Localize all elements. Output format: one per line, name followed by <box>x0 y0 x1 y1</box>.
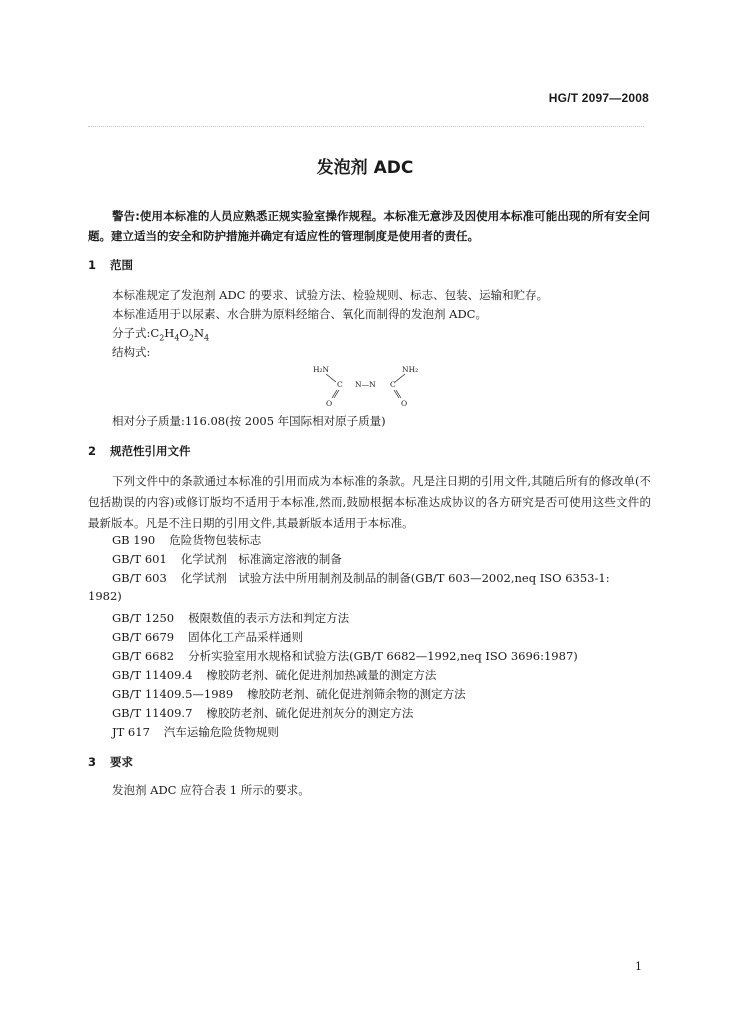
reference-code: JT 617 <box>112 725 150 739</box>
reference-title: 极限数值的表示方法和判定方法 <box>188 611 350 625</box>
section-number: 1 <box>88 258 97 272</box>
reference-item <box>112 648 578 664</box>
header-divider <box>88 126 644 127</box>
reference-title: 汽车运输危险货物规则 <box>163 725 279 739</box>
reference-code: GB/T 11409.7 <box>112 706 193 720</box>
structure-label: 结构式: <box>112 345 151 359</box>
reference-item <box>112 570 610 586</box>
section-3-heading <box>88 754 133 770</box>
reference-title: 化学试剂 标准滴定溶液的制备 <box>180 552 342 566</box>
reference-title: 固体化工产品采样通则 <box>188 630 304 644</box>
reference-item <box>112 532 261 548</box>
molar-mass: 相对分子质量:116.08(按 2005 年国际相对原子质量) <box>112 414 386 428</box>
section-1-heading <box>88 257 133 273</box>
reference-code: GB/T 6682 <box>112 649 175 663</box>
structure-h2n: H₂N <box>313 365 330 374</box>
reference-title: 危险货物包装标志 <box>169 533 262 547</box>
structure-c-right: C <box>390 380 396 389</box>
page-number: 1 <box>635 960 642 973</box>
reference-item <box>112 667 436 683</box>
section-title: 规范性引用文件 <box>110 444 191 458</box>
reference-code: GB/T 11409.4 <box>112 668 193 682</box>
section-number: 2 <box>88 444 97 458</box>
formula-element: C <box>150 326 160 340</box>
document-title: 发泡剂 ADC <box>316 158 414 178</box>
reference-code: GB/T 603 <box>112 571 167 585</box>
bond-line <box>395 374 405 382</box>
section-title: 范围 <box>110 258 133 272</box>
structure-azo: N—N <box>355 380 376 389</box>
formula-subscript: 2 <box>159 333 165 343</box>
reference-title: 橡胶防老剂、硫化促进剂灰分的测定方法 <box>206 706 414 720</box>
structural-formula <box>313 360 423 408</box>
formula-element: N <box>193 326 204 340</box>
section-number: 3 <box>88 755 97 769</box>
normative-references-intro: 下列文件中的条款通过本标准的引用而成为本标准的条款。凡是注日期的引用文件,其随后所有的修改单(不包括勘误的内容)或修订版均不适用于本标准,然而,鼓励根据本标准达成协议的各方研究是否可使用这些文件的最新版本。凡是不注日期的引用文件,其最新版本适用于本标准。 <box>88 474 651 530</box>
requirements-paragraph: 发泡剂 ADC 应符合表 1 所示的要求。 <box>112 783 310 797</box>
reference-code: GB/T 11409.5—1989 <box>112 687 234 701</box>
reference-code: GB 190 <box>112 533 156 547</box>
formula-subscript: 4 <box>204 333 210 343</box>
reference-title: 橡胶防老剂、硫化促进剂加热减量的测定方法 <box>206 668 437 682</box>
reference-code: GB/T 601 <box>112 552 167 566</box>
formula-element: H <box>164 326 175 340</box>
reference-item <box>112 686 466 702</box>
reference-item <box>112 705 413 721</box>
structure-o-left: O <box>326 399 333 408</box>
reference-item <box>112 629 303 645</box>
formula-element: O <box>179 326 189 340</box>
reference-item <box>112 610 349 626</box>
reference-code: GB/T 6679 <box>112 630 175 644</box>
reference-title: 化学试剂 试验方法中所用制剂及制品的制备(GB/T 603—2002,neq ISO 6353-1: <box>180 571 610 585</box>
scope-paragraph-1: 本标准规定了发泡剂 ADC 的要求、试验方法、检验规则、标志、包装、运输和贮存。 <box>112 288 549 302</box>
structure-o-right: O <box>401 399 408 408</box>
formula-label: 分子式: <box>112 326 151 340</box>
reference-code: GB/T 1250 <box>112 611 175 625</box>
reference-continuation: 1982) <box>88 589 122 603</box>
reference-title: 分析实验室用水规格和试验方法(GB/T 6682—1992,neq ISO 3696:1987) <box>188 649 578 663</box>
section-2-heading <box>88 443 191 459</box>
standard-code: HG/T 2097—2008 <box>548 91 649 105</box>
section-title: 要求 <box>110 755 133 769</box>
structure-c-left: C <box>337 380 343 389</box>
formula-subscript: 2 <box>188 333 194 343</box>
scope-paragraph-2: 本标准适用于以尿素、水合肼为原料经缩合、氧化而制得的发泡剂 ADC。 <box>112 307 487 321</box>
formula-subscript: 4 <box>174 333 180 343</box>
warning-paragraph: 警告:使用本标准的人员应熟悉正规实验室操作规程。本标准无意涉及因使用本标准可能出现的所有安全问题。建立适当的安全和防护措施并确定有适应性的管理制度是使用者的责任。 <box>88 209 650 243</box>
bond-line <box>326 374 336 382</box>
reference-item <box>112 551 342 567</box>
reference-item <box>112 724 279 740</box>
structure-nh2: NH₂ <box>402 365 419 374</box>
reference-title: 橡胶防老剂、硫化促进剂筛余物的测定方法 <box>247 687 466 701</box>
